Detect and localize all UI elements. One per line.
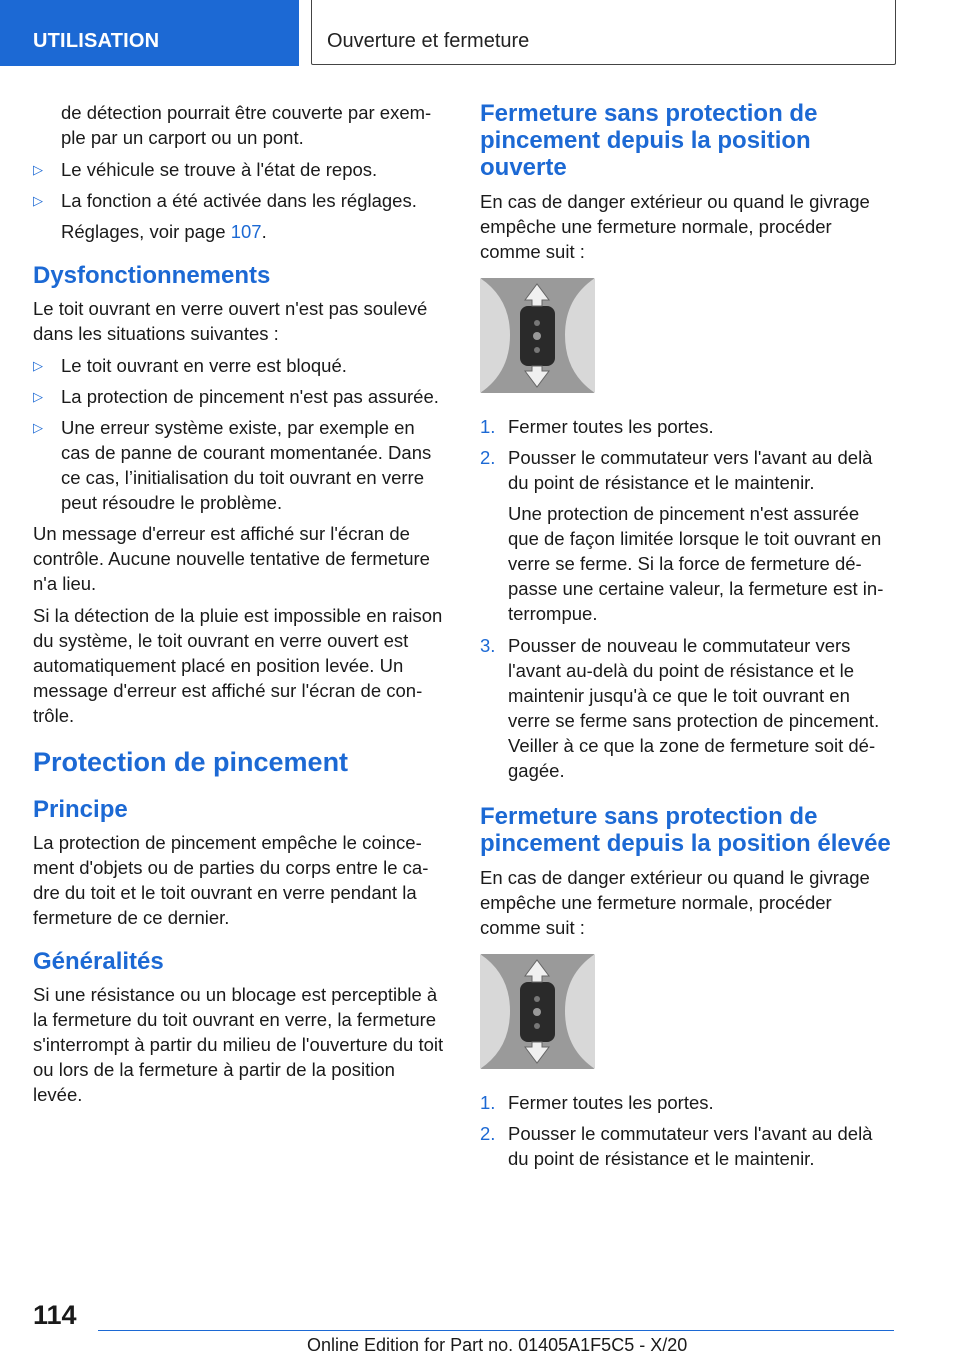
step-note: Une protection de pincement n'est assurée que de façon limitée lorsque le toit ouvrant en verre se ferme. Si la force de fermeture dépasse une certaine valeur, la fermeture est interrompue. (508, 503, 884, 624)
heading-open-position: Fermeture sans protection de pincement depuis la position ouverte (480, 100, 818, 181)
heading-principe: Principe (33, 796, 128, 823)
triangle-bullet-icon: ▷ (33, 162, 43, 177)
header-section-tab (0, 0, 299, 66)
left-column (33, 100, 448, 1107)
step-item: 1. Fermer toutes les portes. (480, 416, 714, 437)
paragraph: Le toit ouvrant en verre ouvert n'est pas soulevé dans les situations suivantes : (33, 298, 428, 344)
right-column (480, 100, 895, 1177)
heading-dysfonctionnements: Dysfonctionnements (33, 262, 271, 289)
heading-protection: Protection de pincement (33, 747, 349, 777)
list-item: ▷ Une erreur système existe, par exemple en cas de panne de courant momentanée. Dans ce cas, l’initialisation du toit ouvrant en verre peut résoudre le problème. (33, 417, 432, 513)
paragraph: Si une résistance ou un blocage est perceptible à la fermeture du toit ouvrant en verre, la fermeture s'interrompt à partir du milieu de l'ouverture du toit ou lors de la fermeture à partir de la position levée. (33, 984, 444, 1105)
triangle-bullet-icon: ▷ (33, 420, 43, 435)
paragraph: Si la détection de la pluie est impossible en raison du système, le toit ouvrant en verre ouvert est automatiquement placé en position levée. Un message d'erreur est affiché sur l'écran de contrôle. (33, 605, 443, 726)
header-chapter-box (311, 0, 896, 65)
paragraph: En cas de danger extérieur ou quand le givrage empêche une fermeture normale, procéder comme suit : (480, 191, 870, 262)
settings-reference: Réglages, voir page 107. (61, 221, 267, 242)
footer-edition: Online Edition for Part no. 01405A1F5C5 - X/20 (307, 1335, 688, 1355)
heading-raised-position: Fermeture sans protection de pincement depuis la position élevée (480, 803, 891, 857)
heading-generalites: Généralités (33, 948, 164, 975)
list-item: ▷ Le véhicule se trouve à l'état de repos. (33, 159, 378, 180)
step-item: 2. Pousser le commutateur vers l'avant au delà du point de résistance et le maintenir. (480, 447, 873, 493)
paragraph: En cas de danger extérieur ou quand le givrage empêche une fermeture normale, procéder comme suit : (480, 867, 870, 938)
header-chapter-title: Ouverture et fermeture (327, 30, 530, 52)
paragraph: La protection de pincement empêche le coincement d'objets ou de parties du corps entre le cadre du toit et le toit ouvrant en verre pendant la fermeture de ce dernier. (33, 832, 429, 928)
step-item: 1. Fermer toutes les portes. (480, 1092, 714, 1113)
roof-switch-image (480, 954, 595, 1069)
page-number: 114 (33, 1300, 77, 1330)
step-item: 2. Pousser le commutateur vers l'avant au delà du point de résistance et le maintenir. (480, 1123, 873, 1169)
roof-switch-image (480, 278, 595, 393)
list-item: ▷ Le toit ouvrant en verre est bloqué. (33, 355, 347, 376)
page-link[interactable]: 107 (230, 221, 262, 242)
list-item: ▷ La fonction a été activée dans les réglages. (33, 190, 417, 211)
paragraph: Un message d'erreur est affiché sur l'écran de contrôle. Aucune nouvelle tentative de fermeture n'a lieu. (33, 523, 430, 594)
triangle-bullet-icon: ▷ (33, 193, 43, 208)
continued-paragraph: de détection pourrait être couverte par exemple par un carport ou un pont. (61, 102, 432, 148)
list-item: ▷ La protection de pincement n'est pas assurée. (33, 386, 439, 407)
triangle-bullet-icon: ▷ (33, 389, 43, 404)
step-item: 3. Pousser de nouveau le commutateur vers l'avant au-delà du point de résistance et le maintenir jusqu'à ce que le toit ouvrant en verre se ferme sans protection de pincement. Veiller à ce que la zone de fermeture soit dégagée. (480, 635, 880, 781)
header-section-title: UTILISATION (33, 30, 160, 52)
footer-divider (98, 1330, 894, 1331)
triangle-bullet-icon: ▷ (33, 358, 43, 373)
